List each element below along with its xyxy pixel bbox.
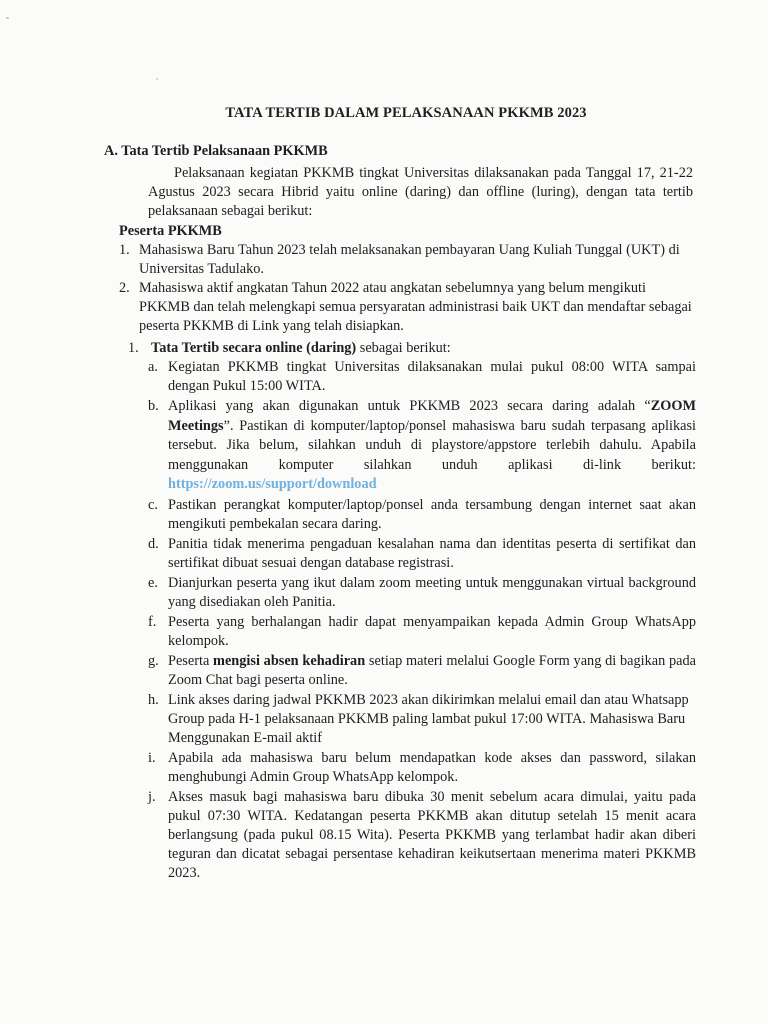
online-rules-label: Tata Tertib secara online (daring) <box>151 340 357 356</box>
list-text: Akses masuk bagi mahasiswa baru dibuka 30 menit sebelum acara dimulai, yaitu pada pukul 07:30 WITA. Kedatangan peserta PKKMB akan ditutup setelah 15 menit acara berlangsung (pada pukul 08.15 Wita). Peserta PKKMB yang terlambat hadir akan diberi teguran dan dicatat sebagai persentase kehadiran keikutsertaan menerima materi PKKMB 2023. <box>168 788 696 881</box>
list-text: Dianjurkan peserta yang ikut dalam zoom meeting untuk menggunakan virtual background yang disediakan oleh Panitia. <box>168 574 696 610</box>
list-text: Mahasiswa Baru Tahun 2023 telah melaksanakan pembayaran Uang Kuliah Tunggal (UKT) di Universitas Tadulako. <box>139 242 680 277</box>
list-item <box>148 397 696 495</box>
zoom-download-link[interactable]: https://zoom.us/support/download <box>168 476 377 492</box>
zoom-meetings-bold: ZOOM Meetings <box>168 398 696 434</box>
list-text: Apabila ada mahasiswa baru belum mendapatkan kode akses dan password, silakan menghubungi Admin Group WhatsApp kelompok. <box>168 749 696 785</box>
list-text <box>168 397 696 495</box>
list-text: Kegiatan PKKMB tingkat Universitas dilaksanakan mulai pukul 08:00 WITA sampai dengan Pukul 15:00 WITA. <box>168 359 696 394</box>
list-text <box>168 652 696 690</box>
list-marker: f. <box>148 613 157 630</box>
list-text: Peserta yang berhalangan hadir dapat menyampaikan kepada Admin Group WhatsApp kelompok. <box>168 613 696 649</box>
online-rules-suffix: sebagai berikut: <box>356 340 451 356</box>
online-rules-heading <box>128 339 451 358</box>
list-item <box>119 279 697 336</box>
scan-speck <box>156 78 158 80</box>
list-marker: g. <box>148 652 159 669</box>
list-marker: a. <box>148 359 158 375</box>
list-marker: i. <box>148 749 156 766</box>
list-text: Mahasiswa aktif angkatan Tahun 2022 atau angkatan sebelumnya yang belum mengikuti PKKMB dan telah melengkapi semua persyaratan administrasi baik UKT dan mendaftar sebagai peserta PKKMB di Link yang telah disiapkan. <box>139 280 692 334</box>
list-text-part: setiap materi melalui Google Form yang di bagikan pada Zoom Chat bagi peserta online. <box>168 652 696 688</box>
list-text-part: ”. Pastikan di komputer/laptop/ponsel mahasiswa baru sudah terpasang aplikasi tersebut. Jika belum, silahkan unduh di playstore/appstore terlebih dahulu. Apabila menggunakan komputer silahkan unduh aplikasi di-link berikut: <box>168 417 696 473</box>
list-item <box>119 241 697 279</box>
online-rules-list <box>148 358 696 883</box>
list-item <box>148 358 696 396</box>
list-text: Pastikan perangkat komputer/laptop/ponsel anda tersambung dengan internet saat akan mengikuti pembekalan secara daring. <box>168 496 696 532</box>
list-text-part: Aplikasi yang akan digunakan untuk PKKMB 2023 secara daring adalah “ <box>168 398 651 414</box>
list-text-part: Peserta <box>168 652 214 669</box>
list-item <box>148 574 696 612</box>
list-number: 2. <box>119 280 130 296</box>
scan-speck <box>6 17 9 19</box>
list-marker: d. <box>148 535 159 552</box>
list-text: Link akses daring jadwal PKKMB 2023 akan dikirimkan melalui email dan atau Whatsapp Group pada H-1 pelaksanaan PKKMB paling lambat pukul 17:00 WITA. Mahasiswa Baru Menggunakan E-mail aktif <box>168 691 689 746</box>
intro-paragraph <box>148 164 693 221</box>
list-marker: e. <box>148 574 158 591</box>
absen-bold: mengisi absen kehadiran <box>213 652 366 669</box>
peserta-heading: Peserta PKKMB <box>119 223 222 239</box>
list-number: 1. <box>119 242 130 258</box>
document-title: TATA TERTIB DALAM PELAKSANAAN PKKMB 2023 <box>225 105 587 121</box>
list-item <box>148 652 696 690</box>
list-marker: j. <box>148 788 156 805</box>
list-marker: c. <box>148 496 158 513</box>
list-item <box>148 788 696 883</box>
list-item <box>148 691 696 748</box>
list-item <box>148 613 696 651</box>
list-item <box>148 496 696 534</box>
online-rules-number: 1. <box>128 340 139 356</box>
section-a-heading: A. Tata Tertib Pelaksanaan PKKMB <box>104 143 328 159</box>
list-marker: b. <box>148 398 159 414</box>
intro-text: Pelaksanaan kegiatan PKKMB tingkat Universitas dilaksanakan pada Tanggal 17, 21-22 Agustus 2023 secara Hibrid yaitu online (daring) dan offline (luring), dengan tata tertib pelaksanaan sebagai berikut: <box>148 165 693 219</box>
list-item <box>148 749 696 787</box>
list-item <box>148 535 696 573</box>
list-marker: h. <box>148 691 159 708</box>
peserta-list <box>119 241 697 336</box>
list-text: Panitia tidak menerima pengaduan kesalahan nama dan identitas peserta di sertifikat dan sertifikat dibuat sesuai dengan database registrasi. <box>168 535 696 571</box>
